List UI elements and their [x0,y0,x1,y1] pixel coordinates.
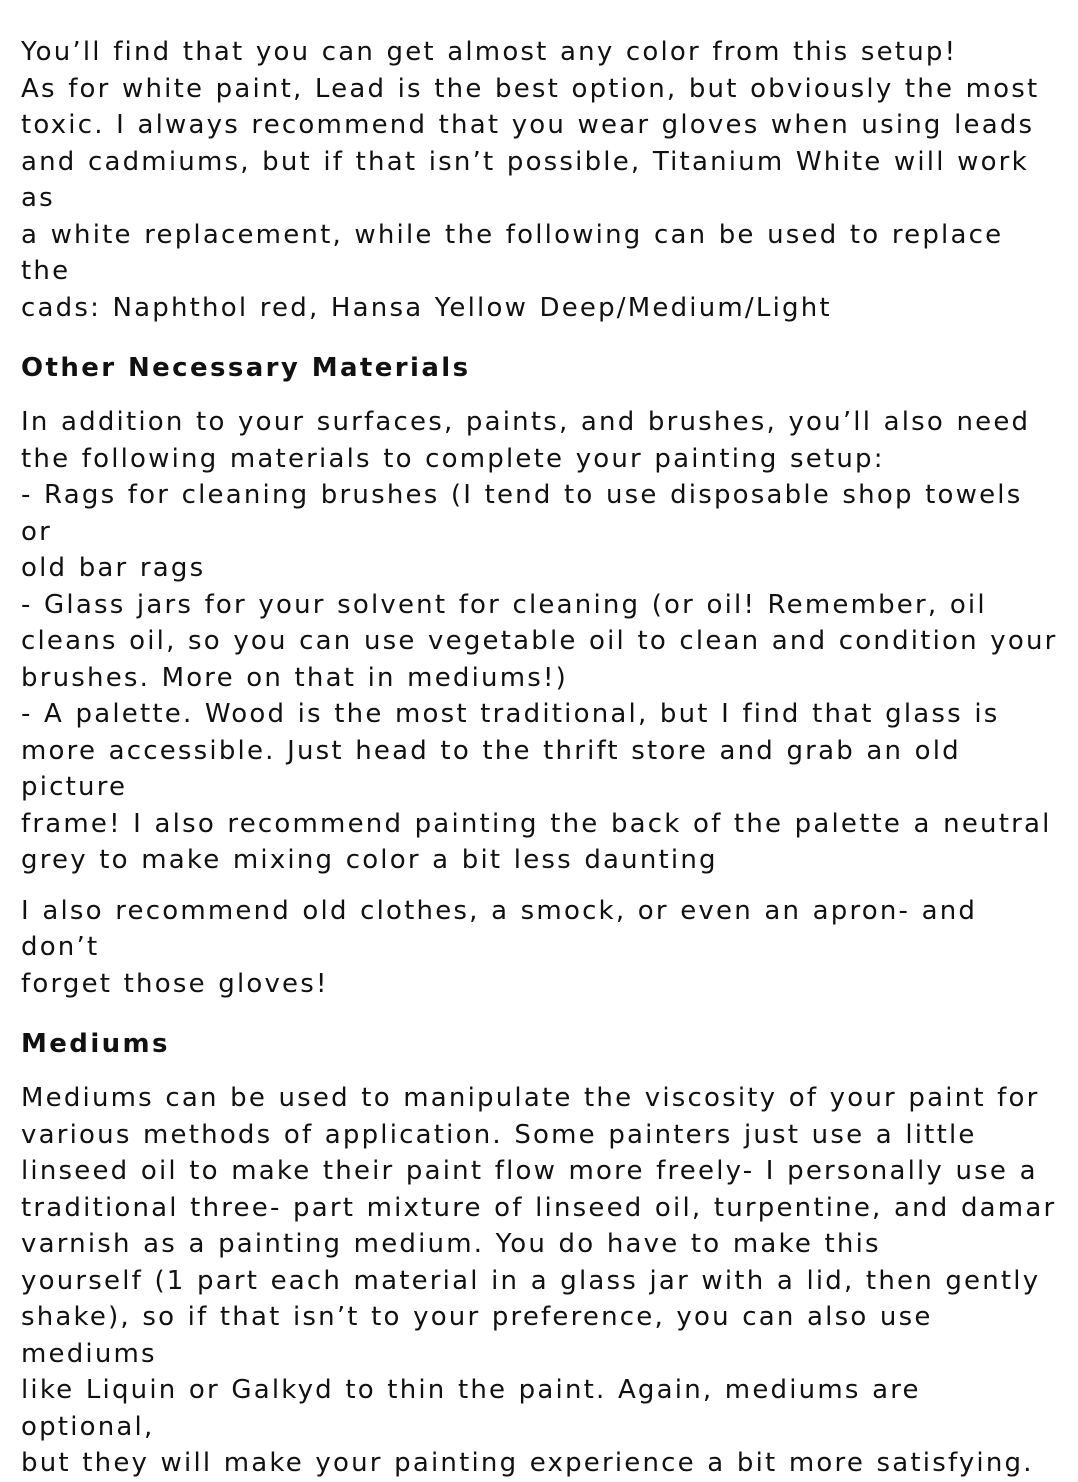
materials-heading: Other Necessary Materials [21,353,471,383]
materials-list-item-rags: - Rags for cleaning brushes (I tend to use disposable shop towels or old bar rags [21,480,1023,583]
materials-list-item-palette: - A palette. Wood is the most traditional, but I find that glass is more accessible. Just head to the thrift store and grab an old picture frame! I also recommend painting the back of the palette a neutral grey to make mixing color a bit less daunting [21,699,1052,875]
materials-list-item-glass-jars: - Glass jars for your solvent for cleaning (or oil! Remember, oil cleans oil, so you can use vegetable oil to clean and condition your brushes. More on that in mediums!) [21,589,1058,693]
mediums-heading: Mediums [21,1029,170,1059]
materials-closing-paragraph: I also recommend old clothes, a smock, or even an apron- and don’t forget those gloves! [21,895,978,999]
materials-intro-paragraph: In addition to your surfaces, paints, and brushes, you’ll also need the following materials to complete your painting setup: [21,407,1031,474]
document-page [21,34,1061,1482]
materials-list [21,477,1061,879]
intro-paragraph: You’ll find that you can get almost any color from this setup! As for white paint, Lead is the best option, but obviously the most toxic. I always recommend that you wear gloves when using leads and cadmiums, but if that isn’t possible, Titanium White will work as a white replacement, while the following can be used to replace the cads: Naphthol red, Hansa Yellow Deep/Medium/Light [21,37,1040,323]
mediums-paragraph: Mediums can be used to manipulate the viscosity of your paint for various methods of application. Some painters just use a little linseed oil to make their paint flow more freely- I personally use a traditional three- part mixture of linseed oil, turpentine, and damar varnish as a painting medium. You do have to make this yourself (1 part each material in a glass jar with a lid, then gently shake), so if that isn’t to your preference, you can also use mediums like Liquin or Galkyd to thin the paint. Again, mediums are optional, but they will make your painting experience a bit more satisfying. [21,1083,1057,1478]
